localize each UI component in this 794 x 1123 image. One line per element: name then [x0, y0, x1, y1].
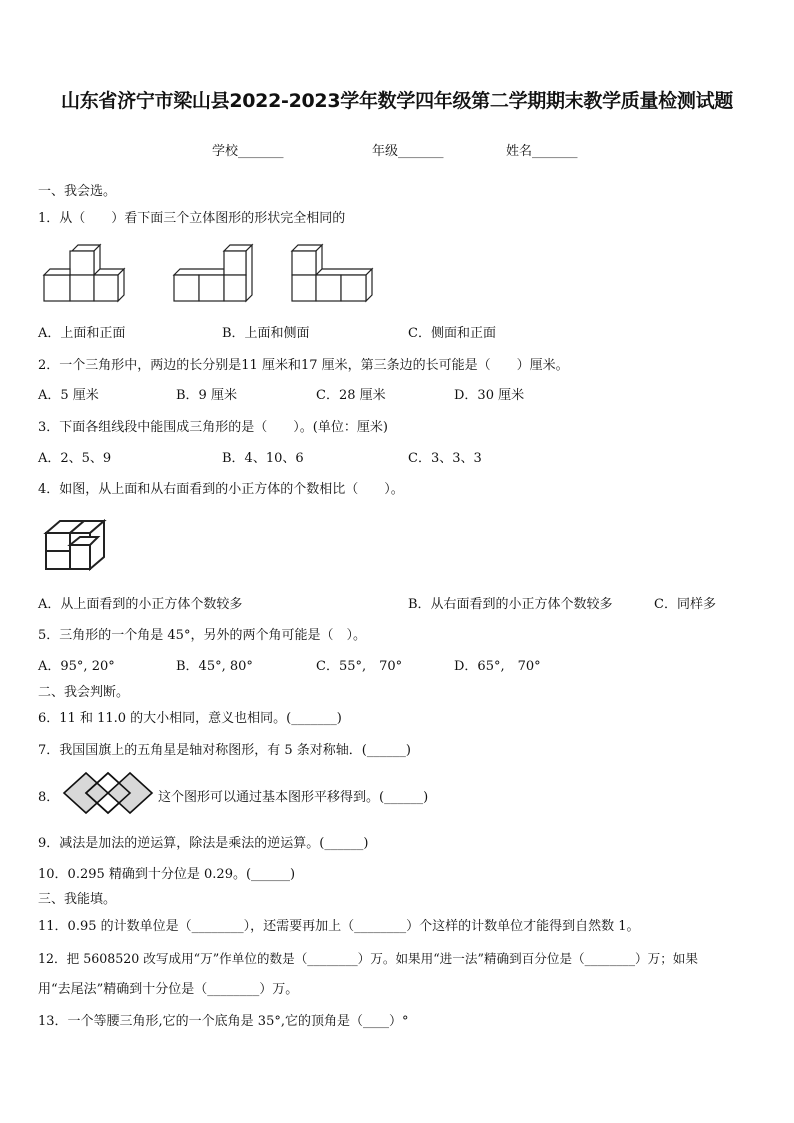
question-12-line1: 12．把 5608520 改写成用“万”作单位的数是（________）万。如果用“进一法”精确到百分位是（________）万；如果	[38, 951, 698, 966]
question-9: 9．减法是加法的逆运算，除法是乘法的逆运算。(______)	[38, 836, 369, 851]
q4-option-b[interactable]: B．从右面看到的小正方体个数较多	[408, 597, 613, 612]
q5-option-a[interactable]: A．95°, 20°	[38, 659, 115, 674]
question-10: 10．0.295 精确到十分位是 0.29。(______)	[38, 867, 296, 882]
section-heading-choice: 一、我会选。	[38, 184, 117, 199]
q2-option-b[interactable]: B．9 厘米	[176, 388, 237, 403]
q1-option-c[interactable]: C．侧面和正面	[408, 326, 496, 341]
question-8-number: 8．	[38, 790, 60, 805]
q5-option-d[interactable]: D．65°, 70°	[454, 659, 541, 674]
q4-cube-figure	[42, 513, 110, 577]
section-heading-fill: 三、我能填。	[38, 892, 117, 907]
q3-option-b[interactable]: B．4、10、6	[222, 451, 304, 466]
q8-diamonds-figure	[62, 770, 156, 816]
q5-option-b[interactable]: B．45°, 80°	[176, 659, 253, 674]
question-7: 7．我国国旗上的五角星是轴对称图形，有 5 条对称轴．(______)	[38, 743, 411, 758]
question-5: 5．三角形的一个角是 45°，另外的两个角可能是（ ）。	[38, 628, 366, 643]
grade-field[interactable]: 年级_______	[372, 144, 444, 159]
question-11: 11．0.95 的计数单位是（________），还需要再加上（________）个这样的计数单位才能得到自然数 1。	[38, 919, 640, 934]
q3-option-a[interactable]: A．2、5、9	[38, 451, 112, 466]
question-8: 这个图形可以通过基本图形平移得到。(______)	[158, 790, 429, 805]
q2-option-d[interactable]: D．30 厘米	[454, 388, 525, 403]
question-1: 1．从（ ）看下面三个立体图形的形状完全相同的	[38, 211, 346, 226]
q1-option-b[interactable]: B．上面和侧面	[222, 326, 310, 341]
q1-figure-a	[40, 243, 130, 305]
section-heading-judge: 二、我会判断。	[38, 685, 130, 700]
question-6: 6．11 和 11.0 的大小相同，意义也相同。(_______)	[38, 711, 342, 726]
q3-option-c[interactable]: C．3、3、3	[408, 451, 482, 466]
q4-option-a[interactable]: A．从上面看到的小正方体个数较多	[38, 597, 243, 612]
question-13: 13．一个等腰三角形,它的一个底角是 35°,它的顶角是（____）°	[38, 1014, 409, 1029]
q1-figure-b	[172, 243, 262, 305]
page-title: 山东省济宁市梁山县2022-2023学年数学四年级第二学期期末教学质量检测试题	[61, 90, 733, 112]
question-2: 2．一个三角形中，两边的长分别是11 厘米和17 厘米，第三条边的长可能是（ ）厘米。	[38, 358, 569, 373]
school-field[interactable]: 学校_______	[212, 144, 284, 159]
q1-figure-c	[290, 243, 380, 305]
q5-option-c[interactable]: C．55°, 70°	[316, 659, 403, 674]
name-field[interactable]: 姓名_______	[506, 144, 578, 159]
question-3: 3．下面各组线段中能围成三角形的是（ ）。(单位：厘米)	[38, 420, 388, 435]
q4-option-c[interactable]: C．同样多	[654, 597, 716, 612]
q2-option-a[interactable]: A．5 厘米	[38, 388, 99, 403]
q1-option-a[interactable]: A．上面和正面	[38, 326, 126, 341]
q2-option-c[interactable]: C．28 厘米	[316, 388, 386, 403]
question-4: 4．如图，从上面和从右面看到的小正方体的个数相比（ ）。	[38, 482, 404, 497]
question-12-line2: 用“去尾法”精确到十分位是（________）万。	[38, 982, 299, 997]
